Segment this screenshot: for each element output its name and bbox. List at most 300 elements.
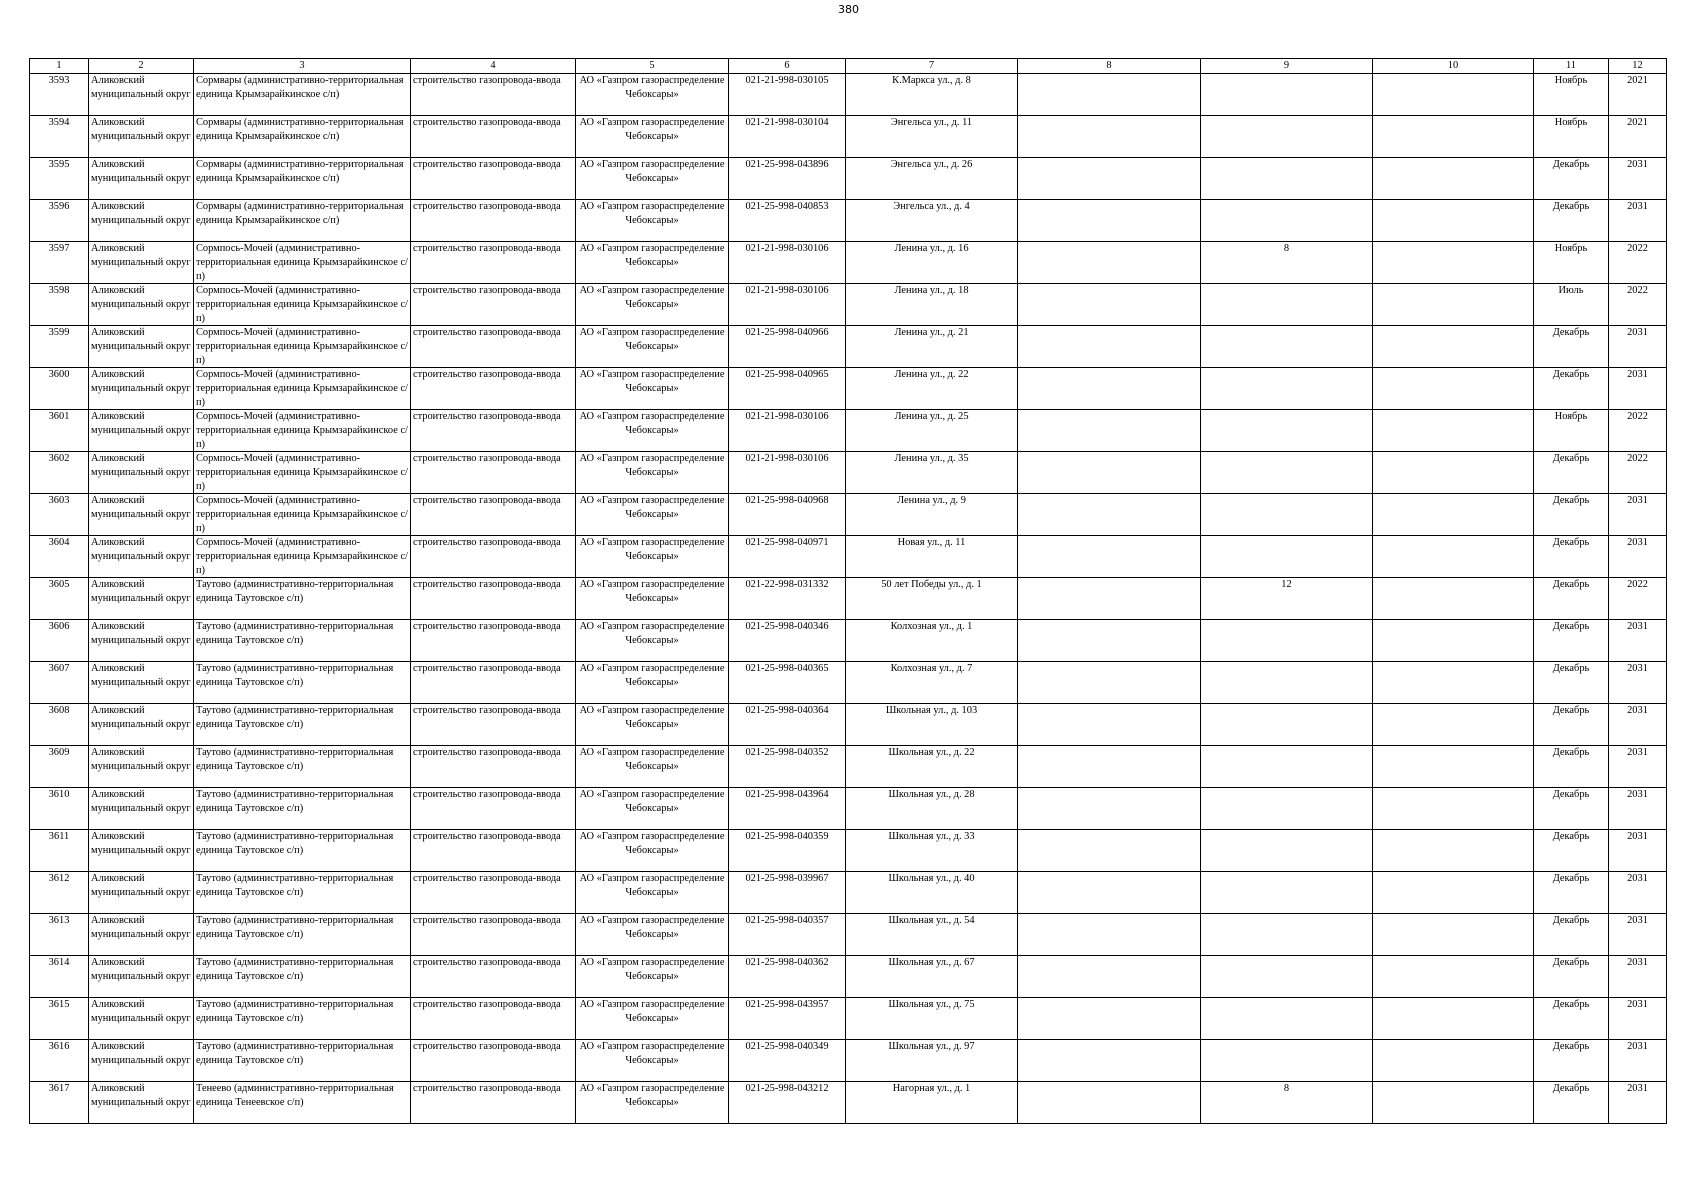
row-number-cell-text: 3600 [48,369,70,380]
settlement-cell-text: Таутово (административно-территориальная единица Таутовское с/п) [196,663,394,688]
work-type-cell [411,746,576,788]
month-cell-text: Декабрь [1552,873,1590,884]
column-8-cell [1018,1082,1201,1124]
row-number-cell-text: 3597 [48,243,70,254]
column-8-cell-text [1020,158,1198,199]
district-cell [89,704,194,746]
year-cell-text: 2031 [1627,159,1648,170]
settlement-cell-text: Сормпось-Мочей (административно-территориальная единица Крымзарайкинское с/п) [196,453,408,492]
column-10-cell-text [1375,158,1531,199]
settlement-cell-text: Таутово (административно-территориальная единица Таутовское с/п) [196,957,394,982]
work-type-cell [411,998,576,1040]
district-cell [89,494,194,536]
table-row [30,956,1667,998]
work-type-cell [411,452,576,494]
column-10-cell [1373,74,1534,116]
table-row [30,578,1667,620]
table-row [30,452,1667,494]
table-row [30,746,1667,788]
district-cell [89,74,194,116]
address-cell [846,368,1018,410]
year-cell-text: 2031 [1627,495,1648,506]
column-8-cell [1018,368,1201,410]
district-cell [89,452,194,494]
year-cell [1609,830,1667,872]
table-row [30,620,1667,662]
month-cell [1534,830,1609,872]
address-cell-text: Школьная ул., д. 40 [888,873,975,884]
column-10-cell [1373,1082,1534,1124]
object-code-cell [729,998,846,1040]
column-9-cell [1201,788,1373,830]
work-type-cell-text: строительство газопровода-ввода [413,663,561,674]
year-cell-text: 2031 [1627,915,1648,926]
settlement-cell [194,746,411,788]
column-10-cell [1373,116,1534,158]
district-cell [89,326,194,368]
settlement-cell-text: Таутово (административно-территориальная единица Таутовское с/п) [196,1041,394,1066]
column-8-cell [1018,242,1201,284]
year-cell [1609,956,1667,998]
year-cell [1609,452,1667,494]
row-number-cell [30,998,89,1040]
column-9-cell [1201,872,1373,914]
work-type-cell-text: строительство газопровода-ввода [413,285,561,296]
column-9-cell-text [1203,830,1370,871]
column-8-cell [1018,284,1201,326]
column-9-cell-text [1203,914,1370,955]
object-code-cell-text: 021-25-998-040853 [745,201,829,212]
column-9-cell [1201,326,1373,368]
column-9-cell [1201,284,1373,326]
column-10-cell-text [1375,662,1531,703]
year-cell [1609,998,1667,1040]
column-9-cell [1201,158,1373,200]
district-cell-text: Аликовский муниципальный округ [91,579,191,604]
column-8-cell [1018,914,1201,956]
district-cell-text: Аликовский муниципальный округ [91,159,191,184]
table-row [30,662,1667,704]
work-type-cell [411,326,576,368]
column-10-cell-text [1375,620,1531,661]
work-type-cell [411,578,576,620]
organization-cell [576,998,729,1040]
month-cell [1534,956,1609,998]
district-cell [89,620,194,662]
address-cell [846,452,1018,494]
column-9-cell-text [1203,158,1370,199]
address-cell [846,746,1018,788]
district-cell [89,578,194,620]
row-number-cell [30,830,89,872]
settlement-cell-text: Сормпось-Мочей (административно-территориальная единица Крымзарайкинское с/п) [196,537,408,576]
settlement-cell [194,410,411,452]
column-8-cell-text [1020,872,1198,913]
column-8-cell [1018,410,1201,452]
address-cell-text: Ленина ул., д. 18 [894,285,969,296]
work-type-cell-text: строительство газопровода-ввода [413,705,561,716]
year-cell-text: 2031 [1627,369,1648,380]
table-row [30,410,1667,452]
address-cell-text: Школьная ул., д. 54 [888,915,975,926]
month-cell-text: Декабрь [1552,537,1590,548]
settlement-cell [194,914,411,956]
district-cell-text: Аликовский муниципальный округ [91,201,191,226]
settlement-cell-text: Сормвары (административно-территориальная единица Крымзарайкинское с/п) [196,75,404,100]
district-cell [89,284,194,326]
organization-cell-text: АО «Газпром газораспределение Чебоксары» [579,117,725,142]
object-code-cell [729,704,846,746]
address-cell [846,536,1018,578]
column-10-cell-text [1375,746,1531,787]
column-9-cell [1201,242,1373,284]
month-cell-text: Декабрь [1552,453,1590,464]
settlement-cell [194,788,411,830]
month-cell-text: Декабрь [1552,327,1590,338]
month-cell-text: Декабрь [1552,957,1590,968]
settlement-cell [194,242,411,284]
address-cell-text: Ленина ул., д. 21 [894,327,969,338]
object-code-cell [729,284,846,326]
column-9-cell-text [1203,704,1370,745]
organization-cell [576,1040,729,1082]
column-8-cell [1018,830,1201,872]
column-10-cell-text [1375,536,1531,577]
month-cell-text: Ноябрь [1554,75,1588,86]
row-number-cell [30,158,89,200]
address-cell-text: Ленина ул., д. 35 [894,453,969,464]
column-10-cell-text [1375,200,1531,241]
year-cell-text: 2031 [1627,873,1648,884]
column-8-cell-text [1020,284,1198,325]
column-8-cell [1018,956,1201,998]
column-8-cell-text [1020,200,1198,241]
address-cell-text: Школьная ул., д. 28 [888,789,975,800]
organization-cell [576,452,729,494]
column-9-cell [1201,578,1373,620]
column-10-cell [1373,1040,1534,1082]
organization-cell-text: АО «Газпром газораспределение Чебоксары» [579,999,725,1024]
month-cell [1534,914,1609,956]
organization-cell-text: АО «Газпром газораспределение Чебоксары» [579,411,725,436]
column-9-cell [1201,116,1373,158]
column-10-cell-text [1375,830,1531,871]
column-9-cell-text: 8 [1283,1083,1290,1094]
settlement-cell [194,998,411,1040]
column-8-cell [1018,578,1201,620]
settlement-cell-text: Таутово (административно-территориальная единица Таутовское с/п) [196,873,394,898]
address-cell [846,704,1018,746]
column-9-cell [1201,830,1373,872]
row-number-cell-text: 3614 [48,957,70,968]
district-cell-text: Аликовский муниципальный округ [91,453,191,478]
column-9-cell [1201,914,1373,956]
address-cell-text: Школьная ул., д. 97 [888,1041,975,1052]
column-9-cell-text [1203,284,1370,325]
year-cell [1609,788,1667,830]
address-cell [846,494,1018,536]
column-10-cell-text [1375,872,1531,913]
object-code-cell-text: 021-25-998-040965 [745,369,829,380]
row-number-cell [30,662,89,704]
column-9-cell [1201,536,1373,578]
month-cell-text: Декабрь [1552,663,1590,674]
column-8-cell [1018,746,1201,788]
object-code-cell-text: 021-21-998-030106 [745,285,829,296]
table-row [30,872,1667,914]
column-8-cell-text [1020,1040,1198,1081]
row-number-cell [30,242,89,284]
column-header: 7 [846,59,1018,74]
column-header: 5 [576,59,729,74]
object-code-cell-text: 021-25-998-043964 [745,789,829,800]
work-type-cell-text: строительство газопровода-ввода [413,1083,561,1094]
district-cell [89,746,194,788]
organization-cell [576,284,729,326]
column-9-cell-text [1203,662,1370,703]
column-8-cell-text [1020,242,1198,283]
year-cell-text: 2031 [1627,705,1648,716]
row-number-cell [30,200,89,242]
work-type-cell-text: строительство газопровода-ввода [413,159,561,170]
district-cell [89,368,194,410]
row-number-cell-text: 3603 [48,495,70,506]
organization-cell-text: АО «Газпром газораспределение Чебоксары» [579,327,725,352]
object-code-cell-text: 021-25-998-040966 [745,327,829,338]
column-9-cell [1201,452,1373,494]
address-cell-text: Ленина ул., д. 25 [894,411,969,422]
settlement-cell [194,956,411,998]
work-type-cell [411,116,576,158]
object-code-cell [729,578,846,620]
column-9-cell [1201,998,1373,1040]
work-type-cell-text: строительство газопровода-ввода [413,789,561,800]
settlement-cell [194,704,411,746]
row-number-cell-text: 3606 [48,621,70,632]
work-type-cell [411,830,576,872]
year-cell [1609,410,1667,452]
column-10-cell [1373,368,1534,410]
organization-cell-text: АО «Газпром газораспределение Чебоксары» [579,663,725,688]
address-cell [846,1040,1018,1082]
column-8-cell-text [1020,116,1198,157]
year-cell [1609,494,1667,536]
work-type-cell [411,536,576,578]
organization-cell [576,830,729,872]
district-cell-text: Аликовский муниципальный округ [91,873,191,898]
year-cell [1609,872,1667,914]
address-cell-text: Школьная ул., д. 22 [888,747,975,758]
address-cell [846,578,1018,620]
month-cell [1534,746,1609,788]
column-10-cell [1373,788,1534,830]
column-8-cell [1018,158,1201,200]
address-cell [846,998,1018,1040]
column-10-cell [1373,620,1534,662]
work-type-cell [411,1082,576,1124]
row-number-cell-text: 3613 [48,915,70,926]
column-10-cell [1373,452,1534,494]
address-cell-text: Школьная ул., д. 103 [885,705,978,716]
work-type-cell-text: строительство газопровода-ввода [413,495,561,506]
row-number-cell-text: 3601 [48,411,70,422]
settlement-cell [194,158,411,200]
column-8-cell-text [1020,326,1198,367]
year-cell-text: 2031 [1627,1041,1648,1052]
settlement-cell-text: Сормпось-Мочей (административно-территориальная единица Крымзарайкинское с/п) [196,495,408,534]
column-9-cell-text [1203,1040,1370,1081]
address-cell [846,872,1018,914]
month-cell [1534,116,1609,158]
year-cell [1609,746,1667,788]
table-row [30,242,1667,284]
column-8-cell-text [1020,998,1198,1039]
district-cell-text: Аликовский муниципальный округ [91,285,191,310]
column-9-cell [1201,704,1373,746]
object-code-cell-text: 021-21-998-030104 [745,117,829,128]
column-10-cell [1373,956,1534,998]
column-9-cell-text [1203,452,1370,493]
district-cell-text: Аликовский муниципальный округ [91,915,191,940]
row-number-cell-text: 3617 [48,1083,70,1094]
object-code-cell [729,1082,846,1124]
address-cell [846,830,1018,872]
month-cell [1534,410,1609,452]
address-cell [846,200,1018,242]
organization-cell-text: АО «Газпром газораспределение Чебоксары» [579,621,725,646]
work-type-cell [411,284,576,326]
settlement-cell-text: Таутово (административно-территориальная единица Таутовское с/п) [196,579,394,604]
address-cell [846,620,1018,662]
settlement-cell-text: Сормвары (административно-территориальная единица Крымзарайкинское с/п) [196,159,404,184]
organization-cell-text: АО «Газпром газораспределение Чебоксары» [579,915,725,940]
column-9-cell-text [1203,998,1370,1039]
year-cell-text: 2022 [1627,411,1648,422]
work-type-cell-text: строительство газопровода-ввода [413,957,561,968]
year-cell [1609,578,1667,620]
month-cell-text: Ноябрь [1554,411,1588,422]
row-number-cell-text: 3615 [48,999,70,1010]
organization-cell [576,578,729,620]
organization-cell [576,872,729,914]
work-type-cell [411,410,576,452]
object-code-cell [729,452,846,494]
district-cell [89,956,194,998]
organization-cell [576,200,729,242]
year-cell [1609,116,1667,158]
column-8-cell [1018,872,1201,914]
organization-cell [576,494,729,536]
year-cell [1609,536,1667,578]
column-10-cell-text [1375,914,1531,955]
work-type-cell-text: строительство газопровода-ввода [413,537,561,548]
organization-cell-text: АО «Газпром газораспределение Чебоксары» [579,285,725,310]
address-cell-text: Школьная ул., д. 33 [888,831,975,842]
column-8-cell [1018,620,1201,662]
address-cell-text: Энгельса ул., д. 4 [893,201,970,212]
table-row [30,494,1667,536]
work-type-cell [411,1040,576,1082]
organization-cell [576,410,729,452]
year-cell [1609,158,1667,200]
address-cell [846,662,1018,704]
row-number-cell [30,746,89,788]
column-9-cell [1201,956,1373,998]
settlement-cell-text: Сормпось-Мочей (административно-территориальная единица Крымзарайкинское с/п) [196,285,408,324]
object-code-cell-text: 021-25-998-040365 [745,663,829,674]
month-cell-text: Декабрь [1552,579,1590,590]
column-header: 1 [30,59,89,74]
district-cell-text: Аликовский муниципальный округ [91,495,191,520]
district-cell [89,410,194,452]
organization-cell [576,620,729,662]
address-cell [846,116,1018,158]
column-header: 6 [729,59,846,74]
organization-cell [576,536,729,578]
column-10-cell-text [1375,368,1531,409]
month-cell-text: Декабрь [1552,621,1590,632]
month-cell [1534,158,1609,200]
organization-cell-text: АО «Газпром газораспределение Чебоксары» [579,537,725,562]
work-type-cell [411,788,576,830]
organization-cell [576,914,729,956]
month-cell [1534,620,1609,662]
column-8-cell-text [1020,620,1198,661]
row-number-cell [30,620,89,662]
column-8-cell-text [1020,452,1198,493]
object-code-cell [729,1040,846,1082]
district-cell-text: Аликовский муниципальный округ [91,663,191,688]
column-10-cell [1373,158,1534,200]
column-10-cell-text [1375,1040,1531,1081]
row-number-cell [30,536,89,578]
work-type-cell-text: строительство газопровода-ввода [413,1041,561,1052]
district-cell [89,998,194,1040]
column-10-cell [1373,872,1534,914]
district-cell-text: Аликовский муниципальный округ [91,705,191,730]
month-cell-text: Декабрь [1552,705,1590,716]
settlement-cell [194,620,411,662]
work-type-cell-text: строительство газопровода-ввода [413,999,561,1010]
year-cell-text: 2031 [1627,789,1648,800]
column-9-cell [1201,200,1373,242]
table-row [30,1040,1667,1082]
column-8-cell [1018,536,1201,578]
object-code-cell [729,662,846,704]
work-type-cell [411,494,576,536]
row-number-cell [30,788,89,830]
year-cell-text: 2031 [1627,1083,1648,1094]
object-code-cell [729,872,846,914]
table-row [30,368,1667,410]
address-cell-text: Новая ул., д. 11 [897,537,966,548]
column-10-cell [1373,494,1534,536]
column-9-cell [1201,74,1373,116]
organization-cell-text: АО «Газпром газораспределение Чебоксары» [579,1041,725,1066]
column-8-cell-text [1020,956,1198,997]
district-cell-text: Аликовский муниципальный округ [91,957,191,982]
row-number-cell [30,326,89,368]
organization-cell-text: АО «Газпром газораспределение Чебоксары» [579,789,725,814]
settlement-cell-text: Сормпось-Мочей (административно-территориальная единица Крымзарайкинское с/п) [196,243,408,282]
column-9-cell-text [1203,74,1370,115]
organization-cell-text: АО «Газпром газораспределение Чебоксары» [579,579,725,604]
year-cell-text: 2022 [1627,579,1648,590]
settlement-cell [194,830,411,872]
month-cell [1534,662,1609,704]
district-cell [89,242,194,284]
month-cell-text: Ноябрь [1554,243,1588,254]
